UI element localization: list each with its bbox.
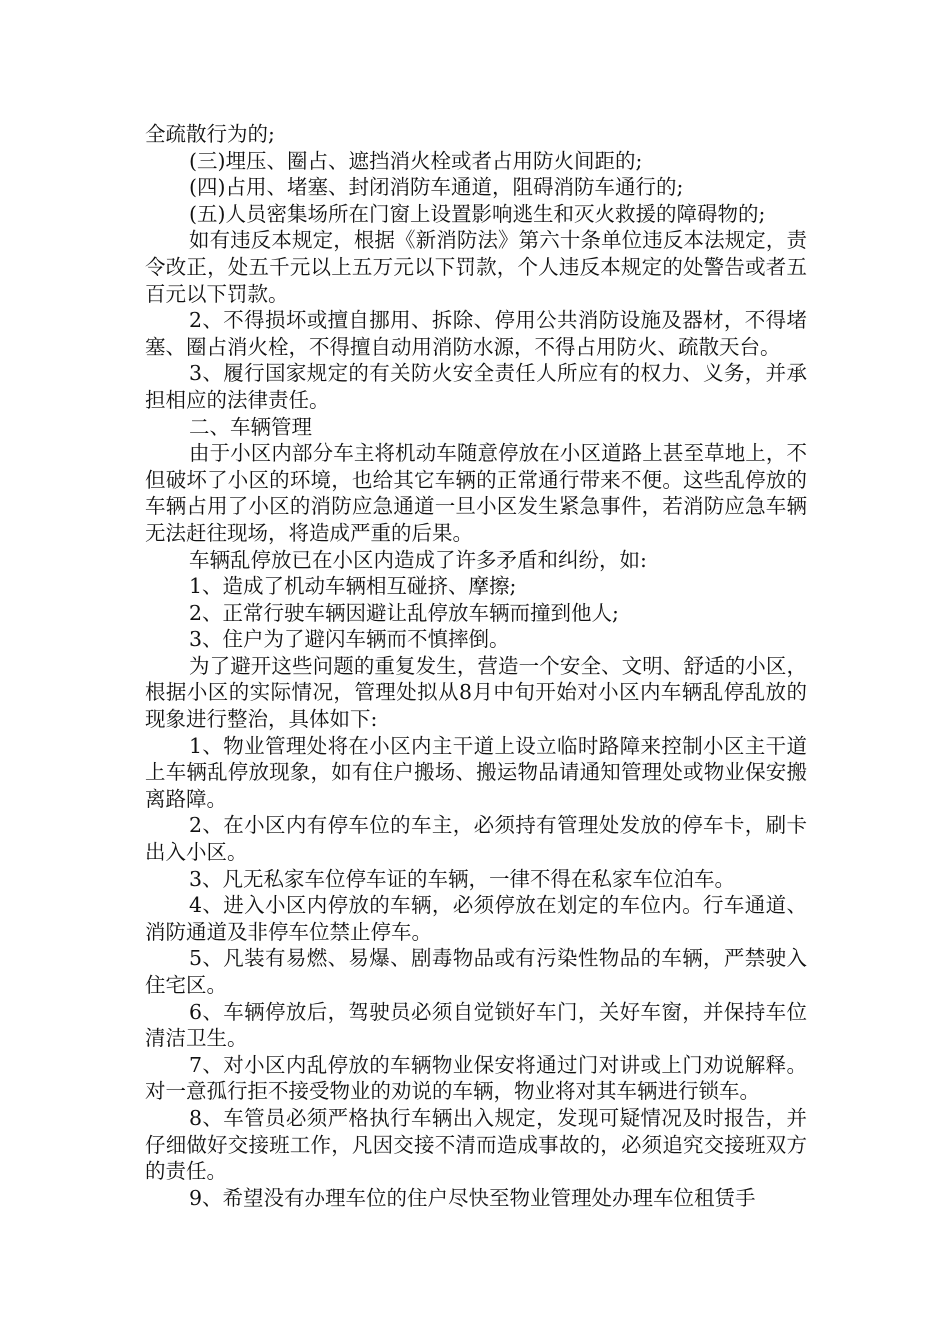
paragraph-continuation: 全疏散行为的; [145, 122, 275, 146]
paragraph-item-5: (五)人员密集场所在门窗上设置影响逃生和灭火救援的障碍物的; [189, 201, 766, 226]
document-body [145, 121, 807, 1211]
section-heading-vehicle-management: 二、车辆管理 [189, 414, 312, 439]
paragraph-item-4: (四)占用、堵塞、封闭消防车通道，阻碍消防车通行的; [189, 175, 684, 200]
paragraph-measure-7: 7、对小区内乱停放的车辆物业保安将通过门对讲或上门劝说解释。对一意孤行拒不接受物业的劝说的车辆，物业将对其车辆进行锁车。 [145, 1052, 807, 1104]
paragraph-measure-6: 6、车辆停放后，驾驶员必须自觉锁好车门，关好车窗，并保持车位清洁卫生。 [145, 999, 807, 1051]
paragraph-dispute-1: 1、造成了机动车辆相互碰挤、摩擦; [189, 574, 517, 599]
paragraph-penalty: 如有违反本规定，根据《新消防法》第六十条单位违反本法规定，责令改正，处五千元以上五万元以下罚款，个人违反本规定的处警告或者五百元以下罚款。 [145, 228, 807, 306]
paragraph-measure-2: 2、在小区内有停车位的车主，必须持有管理处发放的停车卡，刷卡出入小区。 [145, 813, 807, 865]
paragraph-measure-5: 5、凡装有易燃、易爆、剧毒物品或有污染性物品的车辆，严禁驶入住宅区。 [145, 946, 807, 997]
paragraph-item-3: (三)埋压、圈占、遮挡消火栓或者占用防火间距的; [189, 148, 643, 173]
paragraph-rule-2: 2、不得损坏或擅自挪用、拆除、停用公共消防设施及器材，不得堵塞、圈占消火栓，不得擅自动用消防水源，不得占用防火、疏散天台。 [145, 308, 807, 359]
paragraph-dispute-2: 2、正常行驶车辆因避让乱停放车辆而撞到他人; [189, 600, 619, 625]
paragraph-rule-3: 3、履行国家规定的有关防火安全责任人所应有的权力、义务，并承担相应的法律责任。 [145, 361, 807, 412]
paragraph-dispute-3: 3、住户为了避闪车辆而不慎摔倒。 [189, 627, 510, 652]
paragraph-disputes-intro: 车辆乱停放已在小区内造成了许多矛盾和纠纷，如: [189, 547, 647, 572]
paragraph-measure-4: 4、进入小区内停放的车辆，必须停放在划定的车位内。行车通道、消防通道及非停车位禁止停车。 [145, 893, 807, 944]
paragraph-measure-8: 8、车管员必须严格执行车辆出入规定，发现可疑情况及时报告，并仔细做好交接班工作，凡因交接不清而造成事故的，必须追究交接班双方的责任。 [145, 1105, 807, 1184]
paragraph-measure-3: 3、凡无私家车位停车证的车辆，一律不得在私家车位泊车。 [189, 866, 736, 891]
paragraph-measure-9: 9、希望没有办理车位的住户尽快至物业管理处办理车位租赁手 [189, 1185, 756, 1210]
paragraph-vehicle-intro: 由于小区内部分车主将机动车随意停放在小区道路上甚至草地上，不但破坏了小区的环境，也给其它车辆的正常通行带来不便。这些乱停放的车辆占用了小区的消防应急通道一旦小区发生紧急事件，若消防应急车辆无法赶往现场，将造成严重的后果。 [145, 441, 807, 545]
paragraph-measure-1: 1、物业管理处将在小区内主干道上设立临时路障来控制小区主干道上车辆乱停放现象，如有住户搬场、搬运物品请通知管理处或物业保安搬离路障。 [145, 733, 807, 811]
paragraph-rectification-intro: 为了避开这些问题的重复发生，营造一个安全、文明、舒适的小区，根据小区的实际情况，管理处拟从8月中旬开始对小区内车辆乱停乱放的现象进行整治，具体如下: [145, 653, 807, 732]
